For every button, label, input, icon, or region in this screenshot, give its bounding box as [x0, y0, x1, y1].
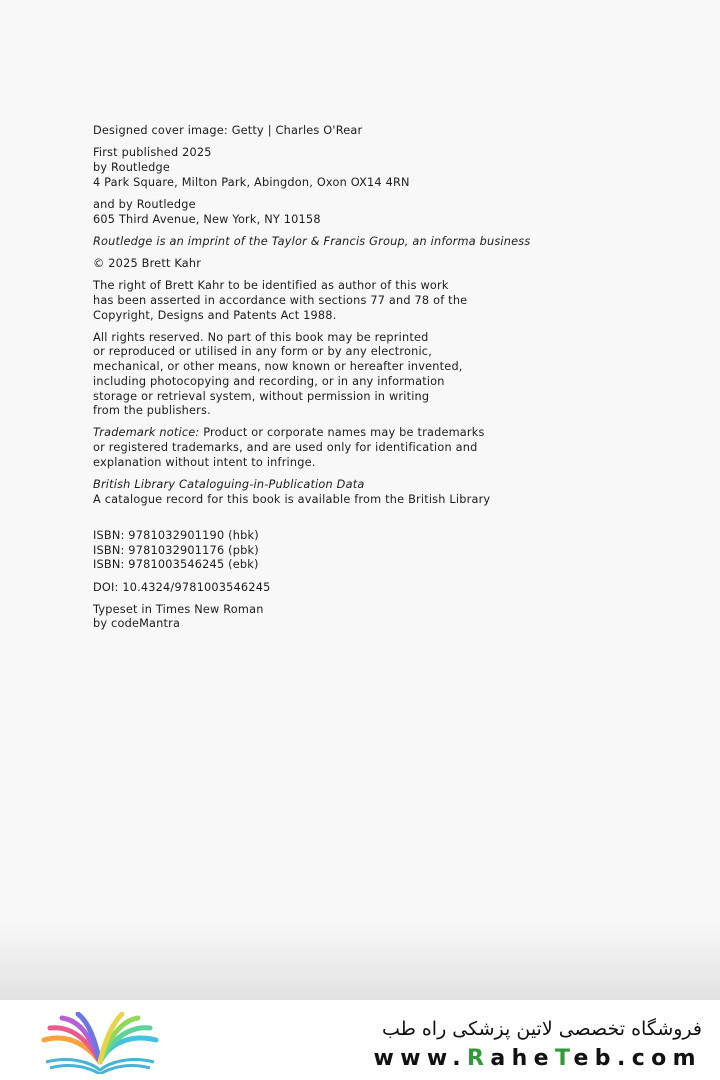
cip-data: British Library Cataloguing-in-Publication Data A catalogue record for this book is available from the British Library	[93, 478, 491, 506]
author-rights-statement: The right of Brett Kahr to be identified as author of this work has been asserted in accordance with sections 77 and 78 of the Copyright, Designs and Patents Act 1988.	[93, 279, 468, 322]
first-published-block: First published 2025 by Routledge 4 Park Square, Milton Park, Abingdon, Oxon OX14 4RN	[93, 146, 410, 189]
isbn-list: ISBN: 9781032901190 (hbk) ISBN: 9781032901176 (pbk) ISBN: 9781003546245 (ebk)	[93, 528, 259, 572]
open-book-logo-icon	[40, 1012, 160, 1074]
doi: DOI: 10.4324/9781003546245	[93, 580, 271, 594]
cover-credit: Designed cover image: Getty | Charles O'Rear	[93, 124, 363, 137]
us-publisher-block: and by Routledge 605 Third Avenue, New York, NY 10158	[93, 197, 321, 226]
all-rights-reserved: All rights reserved. No part of this book may be reprinted or reproduced or utilised in any form or by any electronic, mechanical, or other means, now known or hereafter invented, including photocopying and recording, or in any information storage or retrieval system, without permission in writing from the publishers.	[93, 330, 463, 418]
website-url: www.RaheTeb.com	[373, 1046, 702, 1071]
trademark-label: Trademark notice:	[93, 426, 200, 440]
typeset-credit: Typeset in Times New Roman by codeMantra	[93, 602, 264, 631]
shop-name: فروشگاه تخصصی لاتین پزشکی راه طب	[382, 1018, 702, 1040]
copyright-notice: © 2025 Brett Kahr	[93, 256, 202, 270]
imprint-note: Routledge is an imprint of the Taylor & Francis Group, an informa business	[93, 234, 531, 248]
copyright-page-text	[93, 124, 693, 640]
trademark-notice: Trademark notice: Product or corporate names may be trademarks or registered trademarks, and are used only for identification and explanation without intent to infringe.	[93, 426, 485, 469]
